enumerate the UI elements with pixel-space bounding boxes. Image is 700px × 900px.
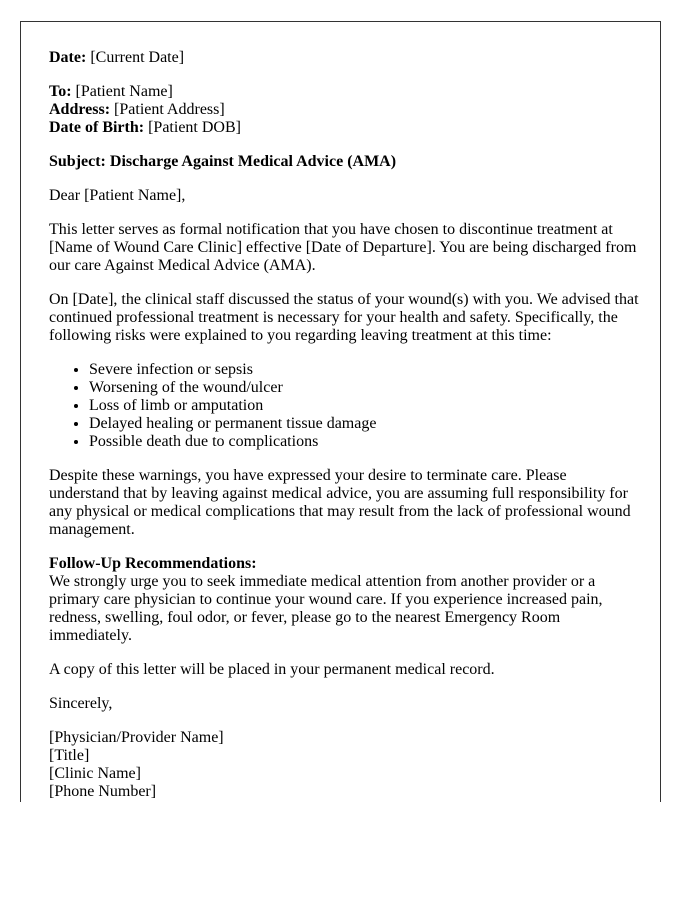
risk-item: • Possible death due to complications <box>89 433 639 451</box>
recipient-block <box>49 83 639 137</box>
to-line <box>49 83 639 101</box>
letter-page <box>20 21 661 802</box>
signature-title: [Title] <box>49 747 90 764</box>
followup-section <box>49 555 639 645</box>
signature-block <box>49 729 639 801</box>
subject-line <box>49 153 639 171</box>
date-label: Date: <box>49 49 87 66</box>
record-note: A copy of this letter will be placed in your permanent medical record. <box>49 661 495 678</box>
paragraph-risks-intro: On [Date], the clinical staff discussed the status of your wound(s) with you. We advised that continued professional treatment is necessary for your health and safety. Specifically, the following risks were explained to you regarding leaving treatment at this time: <box>49 291 639 344</box>
followup-heading-text: Follow-Up Recommendations: <box>49 555 257 572</box>
followup-heading <box>49 555 639 573</box>
risk-item: • Severe infection or sepsis <box>89 361 639 379</box>
signature-clinic: [Clinic Name] <box>49 765 141 782</box>
address-label: Address: <box>49 101 111 118</box>
subject-text: Subject: Discharge Against Medical Advice (AMA) <box>49 153 397 170</box>
date-value: [Current Date] <box>90 49 185 66</box>
signature-phone: [Phone Number] <box>49 783 157 800</box>
salutation: Dear [Patient Name], <box>49 187 186 204</box>
risk-item: • Loss of limb or amputation <box>89 397 639 415</box>
to-value: [Patient Name] <box>75 83 173 100</box>
followup-text: We strongly urge you to seek immediate medical attention from another provider or a primary care physician to continue your wound care. If you experience increased pain, redness, swelling, foul odor, or fever, please go to the nearest Emergency Room immediately. <box>49 573 603 644</box>
risk-item: • Worsening of the wound/ulcer <box>89 379 639 397</box>
address-line <box>49 101 639 119</box>
paragraph-notification: This letter serves as formal notification that you have chosen to discontinue treatment at [Name of Wound Care Clinic] effective [Date of Departure]. You are being discharged from our care Against Medical Advice (AMA). <box>49 221 637 274</box>
to-label: To: <box>49 83 72 100</box>
paragraph-responsibility: Despite these warnings, you have expressed your desire to terminate care. Please understand that by leaving against medical advice, you are assuming full responsibility for any physical or medical complications that may result from the lack of professional wound management. <box>49 467 631 538</box>
date-line <box>49 49 639 67</box>
risks-list <box>49 361 639 451</box>
letter-content <box>49 49 639 801</box>
signature-name: [Physician/Provider Name] <box>49 729 224 746</box>
address-value: [Patient Address] <box>114 101 225 118</box>
closing: Sincerely, <box>49 695 113 712</box>
dob-line <box>49 119 639 137</box>
dob-value: [Patient DOB] <box>148 119 241 136</box>
dob-label: Date of Birth: <box>49 119 145 136</box>
risk-item: • Delayed healing or permanent tissue damage <box>89 415 639 433</box>
